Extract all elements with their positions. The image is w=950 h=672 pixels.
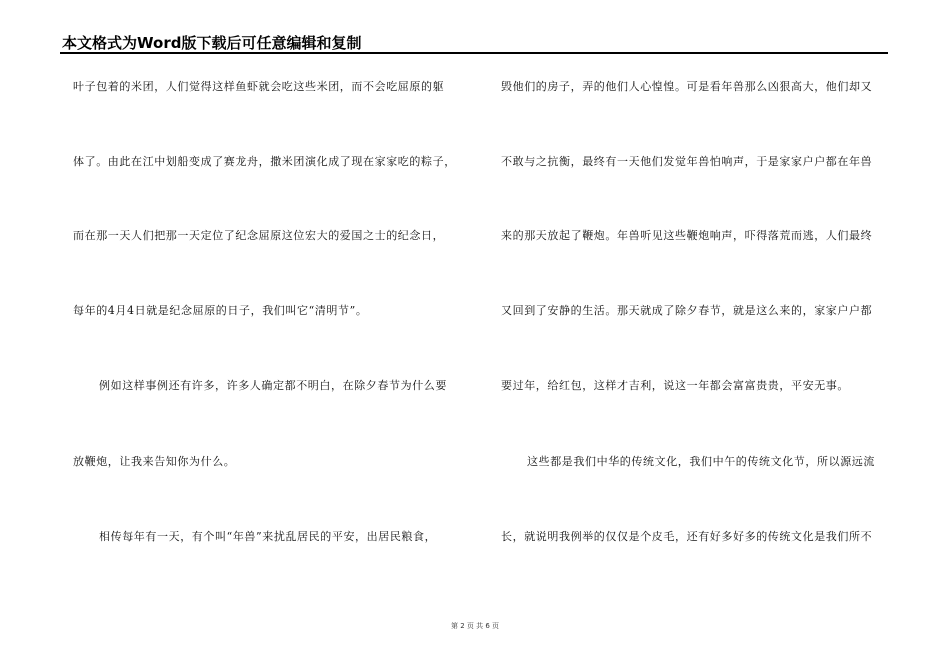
text-line: 这些都是我们中华的传统文化，我们中午的传统文化节，所以源远流 xyxy=(527,455,875,468)
text-line: 长，就说明我例举的仅仅是个皮毛，还有好多好多的传统文化是我们所不 xyxy=(501,530,873,543)
text-line: 不敢与之抗衡，最终有一天他们发觉年兽怕响声，于是家家户户都在年兽 xyxy=(501,155,873,168)
text-line: 要过年，给红包，这样才吉利，说这一年都会富富贵贵，平安无事。 xyxy=(501,379,849,392)
text-line: 每年的4月4日就是纪念屈原的日子，我们叫它“清明节”。 xyxy=(73,304,368,317)
text-line: 毁他们的房子，弄的他们人心惶惶。可是看年兽那么凶狠高大，他们却又 xyxy=(501,80,873,93)
text-line: 而在那一天人们把那一天定位了纪念屈原这位宏大的爱国之士的纪念日， xyxy=(73,229,445,242)
text-line: 来的那天放起了鞭炮。年兽听见这些鞭炮响声，吓得落荒而逃，人们最终 xyxy=(501,229,873,242)
text-line: 叶子包着的米团，人们觉得这样鱼虾就会吃这些米团，而不会吃屈原的躯 xyxy=(73,80,445,93)
text-line: 又回到了安静的生活。那天就成了除夕春节，就是这么来的，家家户户都 xyxy=(501,304,873,317)
header-divider xyxy=(60,52,888,54)
text-line: 放鞭炮，让我来告知你为什么。 xyxy=(73,455,236,468)
page-number-footer: 第 2 页 共 6 页 xyxy=(450,622,500,630)
text-line: 例如这样事例还有许多，许多人确定都不明白，在除夕春节为什么要 xyxy=(99,379,447,392)
document-header-title: 本文格式为Word版下载后可任意编辑和复制 xyxy=(62,34,362,52)
text-line: 相传每年有一天，有个叫“年兽”来扰乱居民的平安，出居民粮食， xyxy=(99,530,437,543)
text-line: 体了。由此在江中划船变成了赛龙舟，撒米团演化成了现在家家吃的粽子， xyxy=(73,155,456,168)
